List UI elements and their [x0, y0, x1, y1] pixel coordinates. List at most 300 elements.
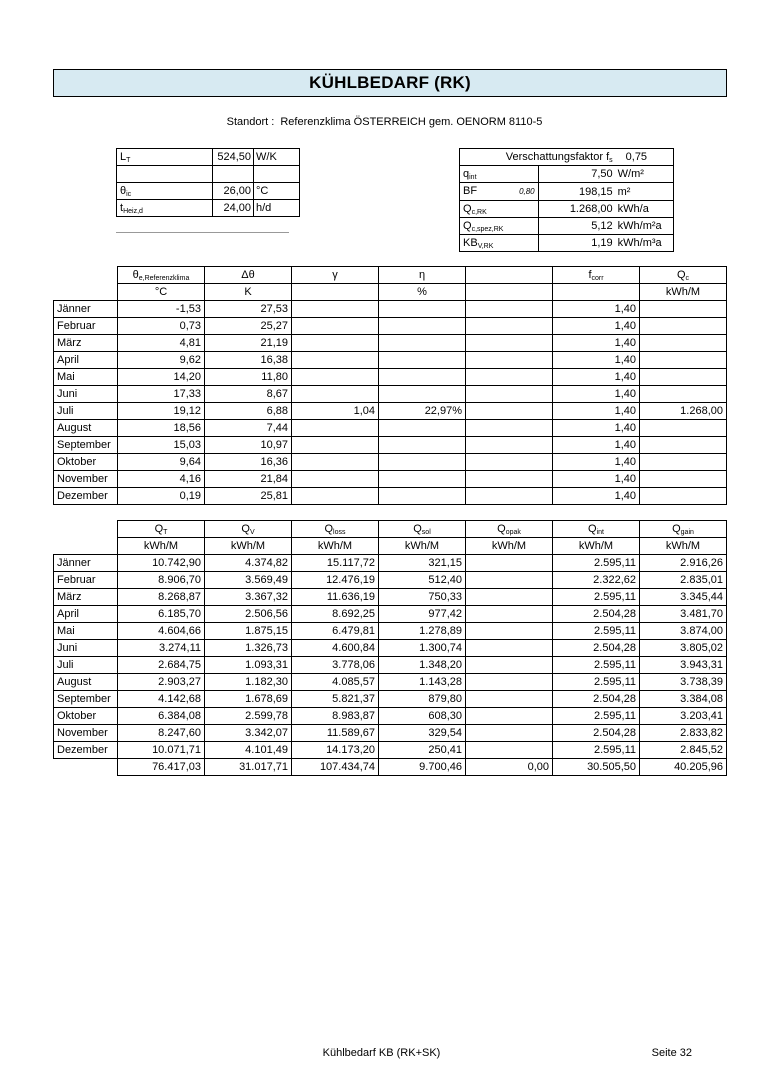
param-unit: kWh/a — [616, 201, 674, 218]
month-label: Mai — [54, 369, 118, 386]
value-cell — [466, 572, 553, 589]
corner-cell — [54, 267, 118, 284]
value-cell — [379, 352, 466, 369]
value-cell: 1,40 — [553, 420, 640, 437]
value-cell: 8.692,25 — [292, 606, 379, 623]
symbol-subscript: sol — [421, 529, 431, 536]
value-cell — [379, 386, 466, 403]
table-row — [54, 657, 727, 674]
value-cell — [466, 657, 553, 674]
value-cell — [292, 301, 379, 318]
month-label: Jänner — [54, 301, 118, 318]
value-cell: 977,42 — [379, 606, 466, 623]
value-cell — [466, 725, 553, 742]
monthly-energy-table — [53, 520, 727, 776]
value-cell — [466, 674, 553, 691]
value-cell: 1.300,74 — [379, 640, 466, 657]
value-cell — [466, 555, 553, 572]
symbol: Q — [241, 523, 250, 535]
value-cell: 10.071,71 — [118, 742, 205, 759]
value-cell: 1.678,69 — [205, 691, 292, 708]
param-symbol — [460, 218, 539, 235]
value-cell — [379, 318, 466, 335]
month-label: Jänner — [54, 555, 118, 572]
value-cell: 2.504,28 — [553, 640, 640, 657]
symbol: KB — [463, 237, 478, 249]
value-cell: 9,62 — [118, 352, 205, 369]
right-param-row — [460, 201, 674, 218]
column-header — [379, 267, 466, 284]
param-value: 5,12 — [538, 218, 616, 235]
right-parameter-box — [459, 148, 674, 252]
symbol-subscript: corr — [591, 275, 604, 282]
value-cell — [466, 454, 553, 471]
value-cell: 2.595,11 — [553, 555, 640, 572]
symbol: Q — [154, 523, 164, 535]
column-header — [292, 521, 379, 538]
value-cell: 1,40 — [553, 403, 640, 420]
table-row — [54, 403, 727, 420]
value-cell: 321,15 — [379, 555, 466, 572]
value-cell: 11.636,19 — [292, 589, 379, 606]
location-label: Standort : — [226, 116, 275, 128]
value-cell: 2.595,11 — [553, 623, 640, 640]
param-unit — [254, 166, 300, 183]
param-value — [213, 166, 254, 183]
total-cell: 76.417,03 — [118, 759, 205, 776]
shading-label-text: Verschattungsfaktor f — [505, 151, 610, 163]
value-cell: 1.348,20 — [379, 657, 466, 674]
value-cell — [379, 420, 466, 437]
value-cell — [466, 437, 553, 454]
header-row — [54, 521, 727, 538]
value-cell: 12.476,19 — [292, 572, 379, 589]
unit-cell: % — [379, 284, 466, 301]
left-parameter-box — [116, 148, 300, 217]
value-cell: 16,36 — [205, 454, 292, 471]
table-row — [54, 623, 727, 640]
table-row — [54, 471, 727, 488]
table-row — [54, 420, 727, 437]
value-cell: 6.479,81 — [292, 623, 379, 640]
symbol-subscript: T — [126, 157, 131, 164]
value-cell — [640, 437, 727, 454]
value-cell: 4.142,68 — [118, 691, 205, 708]
value-cell — [640, 335, 727, 352]
value-cell: 21,84 — [205, 471, 292, 488]
value-cell: 1,40 — [553, 369, 640, 386]
column-header — [553, 267, 640, 284]
value-cell — [292, 488, 379, 505]
column-header — [640, 267, 727, 284]
value-cell: 3.481,70 — [640, 606, 727, 623]
value-cell: 2.833,82 — [640, 725, 727, 742]
value-cell: 1.875,15 — [205, 623, 292, 640]
param-unit: W/K — [254, 149, 300, 166]
symbol: θ — [120, 185, 127, 197]
param-value: 24,00 — [213, 200, 254, 217]
value-cell: 3.569,49 — [205, 572, 292, 589]
value-cell: 3.738,39 — [640, 674, 727, 691]
value-cell: 2.595,11 — [553, 742, 640, 759]
value-cell: 8,67 — [205, 386, 292, 403]
value-cell — [466, 403, 553, 420]
param-unit: h/d — [254, 200, 300, 217]
symbol: t — [120, 202, 124, 214]
value-cell — [292, 386, 379, 403]
value-cell: 21,19 — [205, 335, 292, 352]
value-cell — [466, 335, 553, 352]
monthly-climate-table — [53, 266, 727, 505]
table-row — [54, 488, 727, 505]
value-cell: 4.101,49 — [205, 742, 292, 759]
value-cell — [292, 318, 379, 335]
symbol: f — [588, 269, 592, 281]
value-cell: 2.504,28 — [553, 606, 640, 623]
table-row — [54, 691, 727, 708]
value-cell: 1.143,28 — [379, 674, 466, 691]
unit-cell — [292, 284, 379, 301]
value-cell: 10,97 — [205, 437, 292, 454]
value-cell: 512,40 — [379, 572, 466, 589]
value-cell: 750,33 — [379, 589, 466, 606]
value-cell: 0,19 — [118, 488, 205, 505]
table-row — [54, 725, 727, 742]
value-cell — [466, 352, 553, 369]
param-value: 198,15 — [538, 183, 616, 201]
value-cell — [292, 471, 379, 488]
month-label: August — [54, 674, 118, 691]
value-cell: 1.182,30 — [205, 674, 292, 691]
value-cell: 0,73 — [118, 318, 205, 335]
symbol-subscript: gain — [680, 529, 694, 536]
page-title — [53, 69, 727, 97]
month-label: Dezember — [54, 742, 118, 759]
value-cell: 15.117,72 — [292, 555, 379, 572]
symbol-subscript: c,RK — [471, 209, 487, 216]
unit-cell: kWh/M — [640, 284, 727, 301]
month-label: Februar — [54, 572, 118, 589]
symbol-subscript: c — [685, 275, 690, 282]
unit-cell — [553, 284, 640, 301]
value-cell — [640, 318, 727, 335]
value-cell: 9,64 — [118, 454, 205, 471]
value-cell: 3.342,07 — [205, 725, 292, 742]
corner-cell — [54, 284, 118, 301]
unit-cell: kWh/M — [205, 538, 292, 555]
corner-cell — [54, 521, 118, 538]
symbol: Q — [463, 203, 472, 215]
value-cell: 17,33 — [118, 386, 205, 403]
value-cell: 4.085,57 — [292, 674, 379, 691]
value-cell: 2.916,26 — [640, 555, 727, 572]
value-cell: 6,88 — [205, 403, 292, 420]
value-cell — [466, 606, 553, 623]
month-label: November — [54, 725, 118, 742]
value-cell: 2.599,78 — [205, 708, 292, 725]
value-cell — [466, 640, 553, 657]
unit-row — [54, 538, 727, 555]
value-cell — [466, 369, 553, 386]
value-cell: 2.595,11 — [553, 589, 640, 606]
month-label: Juli — [54, 657, 118, 674]
param-unit: kWh/m²a — [616, 218, 674, 235]
symbol-subscript: int — [596, 529, 604, 536]
table-row — [54, 742, 727, 759]
param-symbol — [117, 200, 213, 217]
symbol-subscript: e,Referenzklima — [138, 275, 190, 282]
value-cell — [466, 488, 553, 505]
value-cell — [466, 471, 553, 488]
total-cell: 40.205,96 — [640, 759, 727, 776]
month-label: April — [54, 606, 118, 623]
column-header — [205, 521, 292, 538]
value-cell: 2.835,01 — [640, 572, 727, 589]
total-cell: 31.017,71 — [205, 759, 292, 776]
value-cell: 879,80 — [379, 691, 466, 708]
value-cell — [466, 623, 553, 640]
value-cell: 2.504,28 — [553, 725, 640, 742]
table-row — [54, 708, 727, 725]
value-cell: 3.874,00 — [640, 623, 727, 640]
value-cell — [379, 301, 466, 318]
value-cell: 1,40 — [553, 301, 640, 318]
value-cell: 6.384,08 — [118, 708, 205, 725]
value-cell: 1,40 — [553, 437, 640, 454]
table-row — [54, 437, 727, 454]
value-cell: 4,16 — [118, 471, 205, 488]
value-cell: 2.845,52 — [640, 742, 727, 759]
param-unit: °C — [254, 183, 300, 200]
value-cell — [466, 691, 553, 708]
value-cell — [292, 454, 379, 471]
param-value: 7,50 — [538, 166, 616, 183]
symbol: Q — [588, 523, 597, 535]
value-cell — [466, 742, 553, 759]
value-cell: 5.821,37 — [292, 691, 379, 708]
value-cell: 19,12 — [118, 403, 205, 420]
symbol: q — [463, 168, 470, 180]
param-extra-value: 0,80 — [519, 187, 535, 196]
value-cell — [379, 471, 466, 488]
value-cell: 8.906,70 — [118, 572, 205, 589]
value-cell: 2.506,56 — [205, 606, 292, 623]
column-header — [205, 267, 292, 284]
column-header — [466, 521, 553, 538]
month-label: September — [54, 437, 118, 454]
symbol-subscript: opak — [505, 529, 521, 536]
month-label: Mai — [54, 623, 118, 640]
table-row — [54, 555, 727, 572]
symbol: Δθ — [241, 269, 255, 281]
value-cell: 7,44 — [205, 420, 292, 437]
unit-cell — [466, 284, 553, 301]
value-cell: 1,40 — [553, 454, 640, 471]
right-param-row — [460, 183, 674, 201]
location-value: Referenzklima ÖSTERREICH gem. OENORM 8110-5 — [280, 116, 543, 128]
month-label: Juni — [54, 386, 118, 403]
value-cell: 3.943,31 — [640, 657, 727, 674]
param-value: 1.268,00 — [538, 201, 616, 218]
param-symbol — [460, 235, 539, 252]
value-cell: 11.589,67 — [292, 725, 379, 742]
value-cell: 2.684,75 — [118, 657, 205, 674]
symbol-subscript: V,RK — [477, 243, 494, 250]
value-cell — [466, 318, 553, 335]
value-cell: 2.903,27 — [118, 674, 205, 691]
value-cell: 2.595,11 — [553, 708, 640, 725]
symbol-subscript: int — [469, 174, 477, 181]
table-row — [54, 606, 727, 623]
left-param-row — [117, 149, 300, 166]
symbol: Q — [672, 523, 681, 535]
value-cell: 1,40 — [553, 318, 640, 335]
total-cell: 9.700,46 — [379, 759, 466, 776]
value-cell — [640, 420, 727, 437]
left-param-row — [117, 200, 300, 217]
symbol: η — [418, 269, 426, 281]
value-cell: 6.185,70 — [118, 606, 205, 623]
value-cell: 2.595,11 — [553, 674, 640, 691]
value-cell — [466, 301, 553, 318]
param-unit: m² — [616, 183, 674, 201]
value-cell: 8.268,87 — [118, 589, 205, 606]
value-cell: 3.805,02 — [640, 640, 727, 657]
value-cell: 1,40 — [553, 471, 640, 488]
totals-row — [54, 759, 727, 776]
symbol-subscript: T — [163, 529, 168, 536]
column-header — [466, 267, 553, 284]
param-value: 524,50 — [213, 149, 254, 166]
value-cell: 1,40 — [553, 488, 640, 505]
value-cell: 3.274,11 — [118, 640, 205, 657]
symbol: BF — [463, 185, 478, 197]
value-cell — [640, 386, 727, 403]
month-label: Februar — [54, 318, 118, 335]
value-cell — [379, 454, 466, 471]
value-cell: 8.983,87 — [292, 708, 379, 725]
value-cell: 2.595,11 — [553, 657, 640, 674]
month-label: Oktober — [54, 708, 118, 725]
value-cell: 8.247,60 — [118, 725, 205, 742]
value-cell: 27,53 — [205, 301, 292, 318]
shading-value: 0,75 — [616, 149, 674, 166]
table-row — [54, 352, 727, 369]
column-header — [640, 521, 727, 538]
total-cell: 107.434,74 — [292, 759, 379, 776]
value-cell: 1.268,00 — [640, 403, 727, 420]
unit-cell: kWh/M — [118, 538, 205, 555]
value-cell: 1,04 — [292, 403, 379, 420]
total-cell: 0,00 — [466, 759, 553, 776]
param-symbol — [460, 166, 539, 183]
param-symbol — [460, 201, 539, 218]
header-row — [54, 267, 727, 284]
value-cell — [466, 386, 553, 403]
value-cell: 1.093,31 — [205, 657, 292, 674]
param-symbol — [460, 183, 539, 201]
value-cell — [379, 369, 466, 386]
month-label: Juli — [54, 403, 118, 420]
value-cell: 250,41 — [379, 742, 466, 759]
value-cell — [466, 589, 553, 606]
column-header — [553, 521, 640, 538]
symbol: L — [120, 151, 127, 163]
unit-row — [54, 284, 727, 301]
table-row — [54, 674, 727, 691]
value-cell: 608,30 — [379, 708, 466, 725]
value-cell: 4.374,82 — [205, 555, 292, 572]
footer-page-number: Seite 32 — [651, 1047, 692, 1059]
table-row — [54, 386, 727, 403]
value-cell — [292, 369, 379, 386]
value-cell — [640, 488, 727, 505]
value-cell: 11,80 — [205, 369, 292, 386]
column-header — [118, 521, 205, 538]
value-cell — [640, 454, 727, 471]
value-cell: 1,40 — [553, 352, 640, 369]
month-label: Oktober — [54, 454, 118, 471]
table-row — [54, 335, 727, 352]
param-value: 1,19 — [538, 235, 616, 252]
value-cell: 2.504,28 — [553, 691, 640, 708]
month-label: November — [54, 471, 118, 488]
month-label: Dezember — [54, 488, 118, 505]
right-param-row — [460, 235, 674, 252]
value-cell — [379, 335, 466, 352]
symbol: γ — [332, 269, 338, 281]
unit-cell: kWh/M — [553, 538, 640, 555]
table-row — [54, 301, 727, 318]
left-param-row — [117, 183, 300, 200]
symbol-subscript: c,spez,RK — [471, 226, 504, 233]
table-row — [54, 589, 727, 606]
value-cell — [292, 352, 379, 369]
table-row — [54, 454, 727, 471]
unit-cell: kWh/M — [640, 538, 727, 555]
value-cell: 25,81 — [205, 488, 292, 505]
value-cell — [466, 708, 553, 725]
total-cell: 30.505,50 — [553, 759, 640, 776]
unit-cell: °C — [118, 284, 205, 301]
param-unit: kWh/m³a — [616, 235, 674, 252]
page-title-text: KÜHLBEDARF (RK) — [309, 73, 471, 92]
value-cell: 2.322,62 — [553, 572, 640, 589]
left-box-underline — [116, 232, 289, 233]
column-header — [292, 267, 379, 284]
value-cell: 4.604,66 — [118, 623, 205, 640]
unit-cell: kWh/M — [466, 538, 553, 555]
value-cell — [466, 420, 553, 437]
month-label: April — [54, 352, 118, 369]
symbol: Q — [413, 523, 422, 535]
symbol: Q — [676, 269, 686, 281]
value-cell: 25,27 — [205, 318, 292, 335]
value-cell — [379, 488, 466, 505]
value-cell — [292, 335, 379, 352]
value-cell — [640, 352, 727, 369]
value-cell: 10.742,90 — [118, 555, 205, 572]
value-cell: 14.173,20 — [292, 742, 379, 759]
unit-cell: K — [205, 284, 292, 301]
value-cell: 16,38 — [205, 352, 292, 369]
param-symbol — [117, 166, 213, 183]
value-cell — [379, 437, 466, 454]
shading-subscript: s — [609, 157, 613, 164]
left-param-row — [117, 166, 300, 183]
value-cell: -1,53 — [118, 301, 205, 318]
symbol: Q — [463, 220, 472, 232]
